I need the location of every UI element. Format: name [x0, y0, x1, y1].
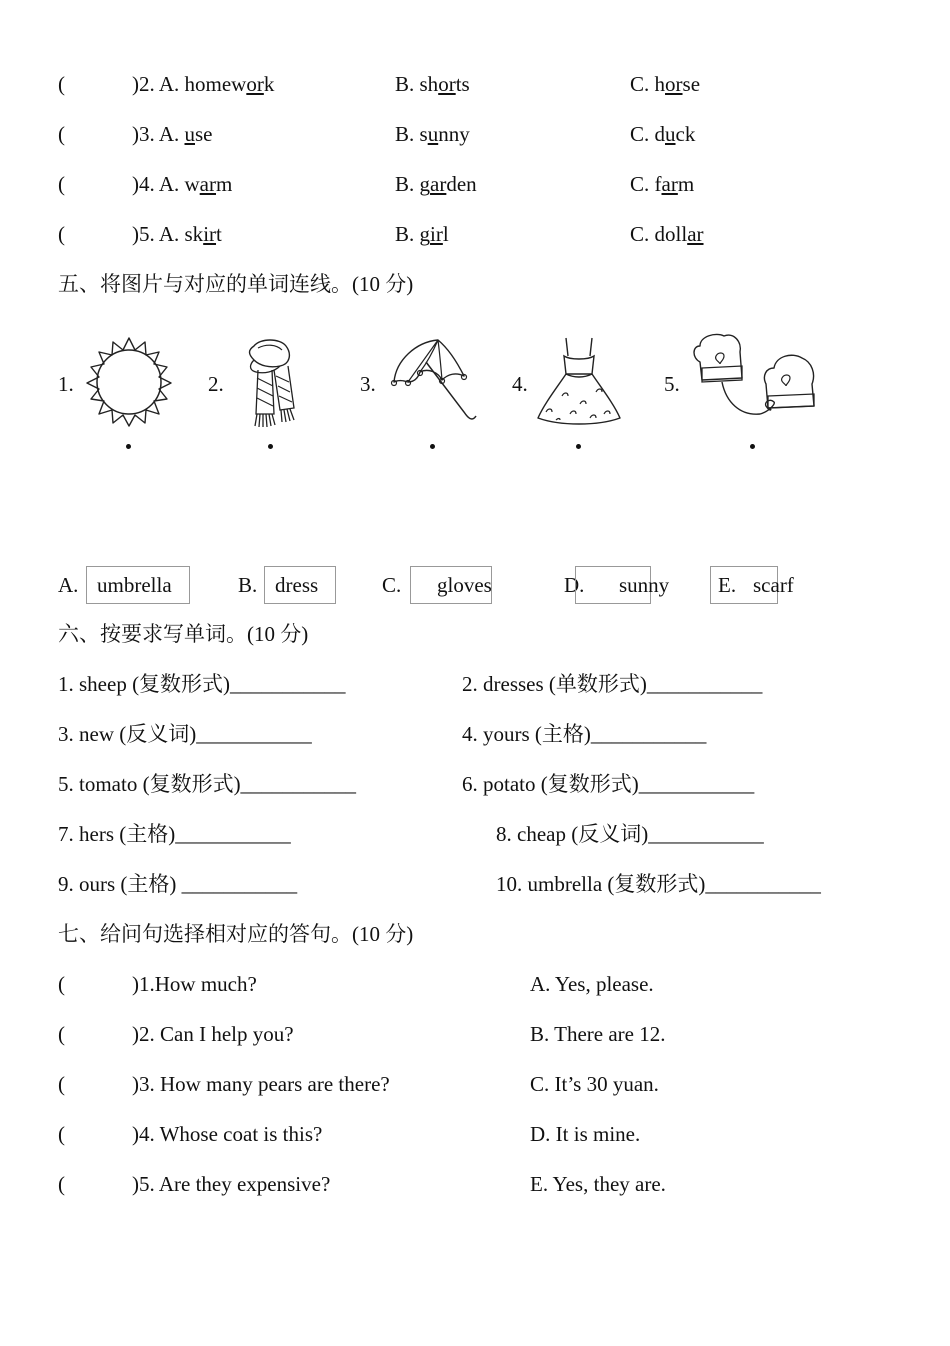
option-c: C. duck	[630, 122, 696, 146]
word-task[interactable]: 2. dresses (单数形式)___________	[462, 672, 763, 696]
answer-paren: (	[58, 172, 65, 196]
answer-paren[interactable]: (	[58, 1122, 65, 1146]
section-7-title: 七、给问句选择相对应的答句。(10 分)	[58, 922, 414, 946]
word-task[interactable]: 10. umbrella (复数形式)___________	[496, 872, 821, 896]
option-b: B. garden	[395, 172, 477, 196]
answer-paren[interactable]: (	[58, 1022, 65, 1046]
word-letter: A.	[58, 573, 79, 597]
word-task[interactable]: 4. yours (主格)___________	[462, 722, 707, 746]
answer-paren: (	[58, 72, 65, 96]
word-task[interactable]: 7. hers (主格)___________	[58, 822, 291, 846]
gloves-icon	[686, 332, 816, 432]
match-dot[interactable]	[126, 444, 131, 449]
picture-number: 2.	[208, 372, 224, 396]
match-dot[interactable]	[576, 444, 581, 449]
option-a: )2. A. homework	[132, 72, 275, 96]
answer-paren: (	[58, 122, 65, 146]
answer-option: E. Yes, they are.	[530, 1172, 666, 1196]
match-dot[interactable]	[750, 444, 755, 449]
word-dress: dress	[275, 573, 319, 597]
question: )5. Are they expensive?	[132, 1172, 331, 1196]
option-a: )4. A. warm	[132, 172, 233, 196]
picture-number: 1.	[58, 372, 74, 396]
answer-option: B. There are 12.	[530, 1022, 666, 1046]
word-letter: E.	[718, 573, 737, 597]
answer-option: D. It is mine.	[530, 1122, 641, 1146]
word-task[interactable]: 1. sheep (复数形式)___________	[58, 672, 346, 696]
section-6-title: 六、按要求写单词。(10 分)	[58, 622, 309, 646]
match-dot[interactable]	[268, 444, 273, 449]
option-b: B. girl	[395, 222, 449, 246]
option-b: B. sunny	[395, 122, 470, 146]
option-a: )3. A. use	[132, 122, 213, 146]
scarf-icon	[240, 336, 298, 430]
word-scarf: scarf	[753, 573, 794, 597]
answer-paren[interactable]: (	[58, 972, 65, 996]
word-task[interactable]: 3. new (反义词)___________	[58, 722, 312, 746]
word-gloves: gloves	[437, 573, 492, 597]
picture-number: 5.	[664, 372, 680, 396]
answer-option: C. It’s 30 yuan.	[530, 1072, 659, 1096]
option-a: )5. A. skirt	[132, 222, 222, 246]
section-5-title: 五、将图片与对应的单词连线。(10 分)	[58, 272, 414, 296]
word-task[interactable]: 5. tomato (复数形式)___________	[58, 772, 357, 796]
option-b: B. shorts	[395, 72, 470, 96]
word-letter: C.	[382, 573, 402, 597]
word-task[interactable]: 9. ours (主格) ___________	[58, 872, 298, 896]
word-letter: B.	[238, 573, 258, 597]
option-c: C. farm	[630, 172, 695, 196]
word-letter: D.	[564, 573, 585, 597]
answer-paren[interactable]: (	[58, 1072, 65, 1096]
picture-number: 3.	[360, 372, 376, 396]
word-sunny: sunny	[619, 573, 670, 597]
dress-icon	[534, 334, 624, 430]
option-c: C. dollar	[630, 222, 704, 246]
question: )2. Can I help you?	[132, 1022, 294, 1046]
word-umbrella: umbrella	[97, 573, 172, 597]
question: )4. Whose coat is this?	[132, 1122, 323, 1146]
match-dot[interactable]	[430, 444, 435, 449]
picture-number: 4.	[512, 372, 528, 396]
umbrella-icon	[386, 336, 482, 430]
answer-paren[interactable]: (	[58, 1172, 65, 1196]
answer-paren: (	[58, 222, 65, 246]
sun-icon	[82, 334, 176, 430]
question: )1.How much?	[132, 972, 257, 996]
answer-option: A. Yes, please.	[530, 972, 654, 996]
option-c: C. horse	[630, 72, 701, 96]
question: )3. How many pears are there?	[132, 1072, 390, 1096]
word-task[interactable]: 8. cheap (反义词)___________	[496, 822, 764, 846]
word-task[interactable]: 6. potato (复数形式)___________	[462, 772, 755, 796]
